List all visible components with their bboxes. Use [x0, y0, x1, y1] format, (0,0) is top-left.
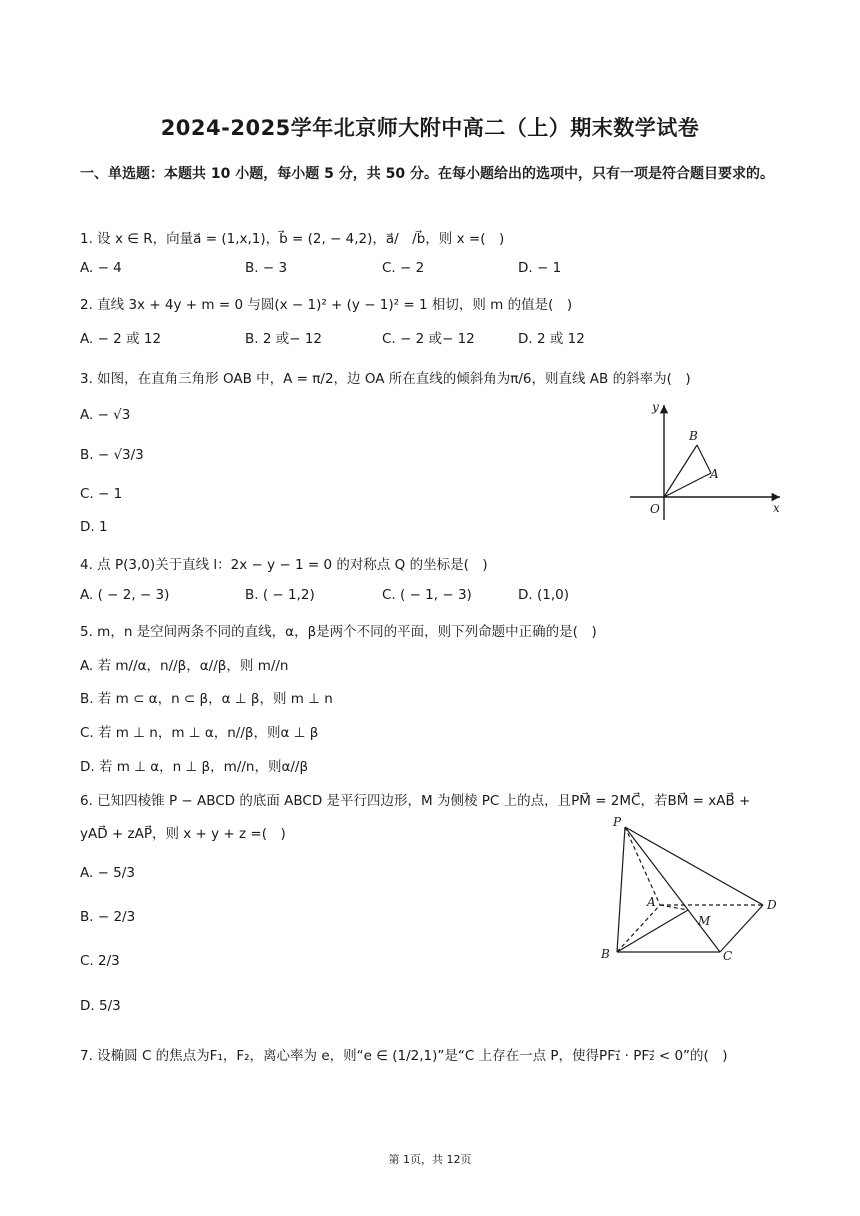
- option[interactable]: C. 2/3: [80, 953, 120, 969]
- option[interactable]: A. − 4: [80, 260, 122, 276]
- option[interactable]: B. − 2/3: [80, 909, 136, 925]
- page-title: 2024-2025学年北京师大附中高二（上）期末数学试卷: [160, 116, 700, 140]
- question-7-stem: 7. 设椭圆 C 的焦点为F₁，F₂，离心率为 e，则“e ∈ (1/2,1)”是“C 上存在一点 P，使得PF₁⃗ · PF₂⃗ < 0”的( ): [80, 1048, 728, 1064]
- question-3-stem: 3. 如图，在直角三角形 OAB 中，A = π/2，边 OA 所在直线的倾斜角为π/6，则直线 AB 的斜率为( ): [80, 371, 691, 387]
- point-label-m: M: [698, 914, 711, 928]
- point-label-d: D: [767, 898, 777, 912]
- option[interactable]: D. 若 m ⊥ α，n ⊥ β，m//n，则α//β: [80, 759, 309, 775]
- option[interactable]: D. 2 或 12: [518, 331, 585, 347]
- option[interactable]: D. 5/3: [80, 998, 121, 1014]
- option[interactable]: A. − √3: [80, 407, 131, 423]
- option[interactable]: C. − 2: [382, 260, 425, 276]
- option[interactable]: C. − 1: [80, 486, 123, 502]
- point-label-a: A: [647, 895, 656, 909]
- point-label-p: P: [613, 815, 622, 829]
- option[interactable]: D. − 1: [518, 260, 562, 276]
- figure-pyramid: [595, 812, 790, 967]
- option[interactable]: C. ( − 1, − 3): [382, 587, 472, 603]
- option[interactable]: A. − 5/3: [80, 865, 135, 881]
- option[interactable]: B. − √3/3: [80, 447, 144, 463]
- option[interactable]: B. ( − 1,2): [245, 587, 315, 603]
- point-label-b: B: [689, 429, 698, 443]
- option[interactable]: A. 若 m//α，n//β，α//β，则 m//n: [80, 658, 289, 674]
- option[interactable]: D. (1,0): [518, 587, 569, 603]
- section-heading: 一、单选题：本题共 10 小题，每小题 5 分，共 50 分。在每小题给出的选项中，只有一项是符合题目要求的。: [80, 166, 774, 182]
- option[interactable]: A. − 2 或 12: [80, 331, 162, 347]
- option[interactable]: A. ( − 2, − 3): [80, 587, 170, 603]
- axis-label-x: x: [773, 501, 780, 515]
- question-2-stem: 2. 直线 3x + 4y + m = 0 与圆(x − 1)² + (y − 1)² = 1 相切，则 m 的值是( ): [80, 297, 573, 313]
- option[interactable]: C. − 2 或− 12: [382, 331, 475, 347]
- option[interactable]: B. 若 m ⊂ α，n ⊂ β，α ⊥ β，则 m ⊥ n: [80, 691, 333, 707]
- question-4-stem: 4. 点 P(3,0)关于直线 l：2x − y − 1 = 0 的对称点 Q 的坐标是( ): [80, 557, 488, 573]
- question-5-stem: 5. m，n 是空间两条不同的直线，α，β是两个不同的平面，则下列命题中正确的是( ): [80, 624, 597, 640]
- question-1-stem: 1. 设 x ∈ R，向量a⃗ = (1,x,1)，b⃗ = (2, − 4,2)，a⃗/ /b⃗，则 x =( ): [80, 231, 505, 247]
- page-footer: 第 1页，共 12页: [388, 1153, 472, 1166]
- point-label-a: A: [710, 467, 719, 481]
- option[interactable]: C. 若 m ⊥ n，m ⊥ α，n//β，则α ⊥ β: [80, 725, 319, 741]
- point-label-b: B: [601, 947, 610, 961]
- axis-label-y: y: [652, 400, 659, 414]
- point-label-c: C: [723, 949, 733, 963]
- option[interactable]: B. 2 或− 12: [245, 331, 323, 347]
- figure-right-triangle: [620, 395, 795, 525]
- question-6-stem: 6. 已知四棱锥 P − ABCD 的底面 ABCD 是平行四边形，M 为侧棱 PC 上的点，且PM⃗ = 2MC⃗，若BM⃗ = xAB⃗ +: [80, 793, 751, 809]
- question-6-stem-continued: yAD⃗ + zAP⃗，则 x + y + z =( ): [80, 826, 286, 842]
- option[interactable]: D. 1: [80, 519, 108, 535]
- option[interactable]: B. − 3: [245, 260, 288, 276]
- point-label-o: O: [650, 502, 660, 516]
